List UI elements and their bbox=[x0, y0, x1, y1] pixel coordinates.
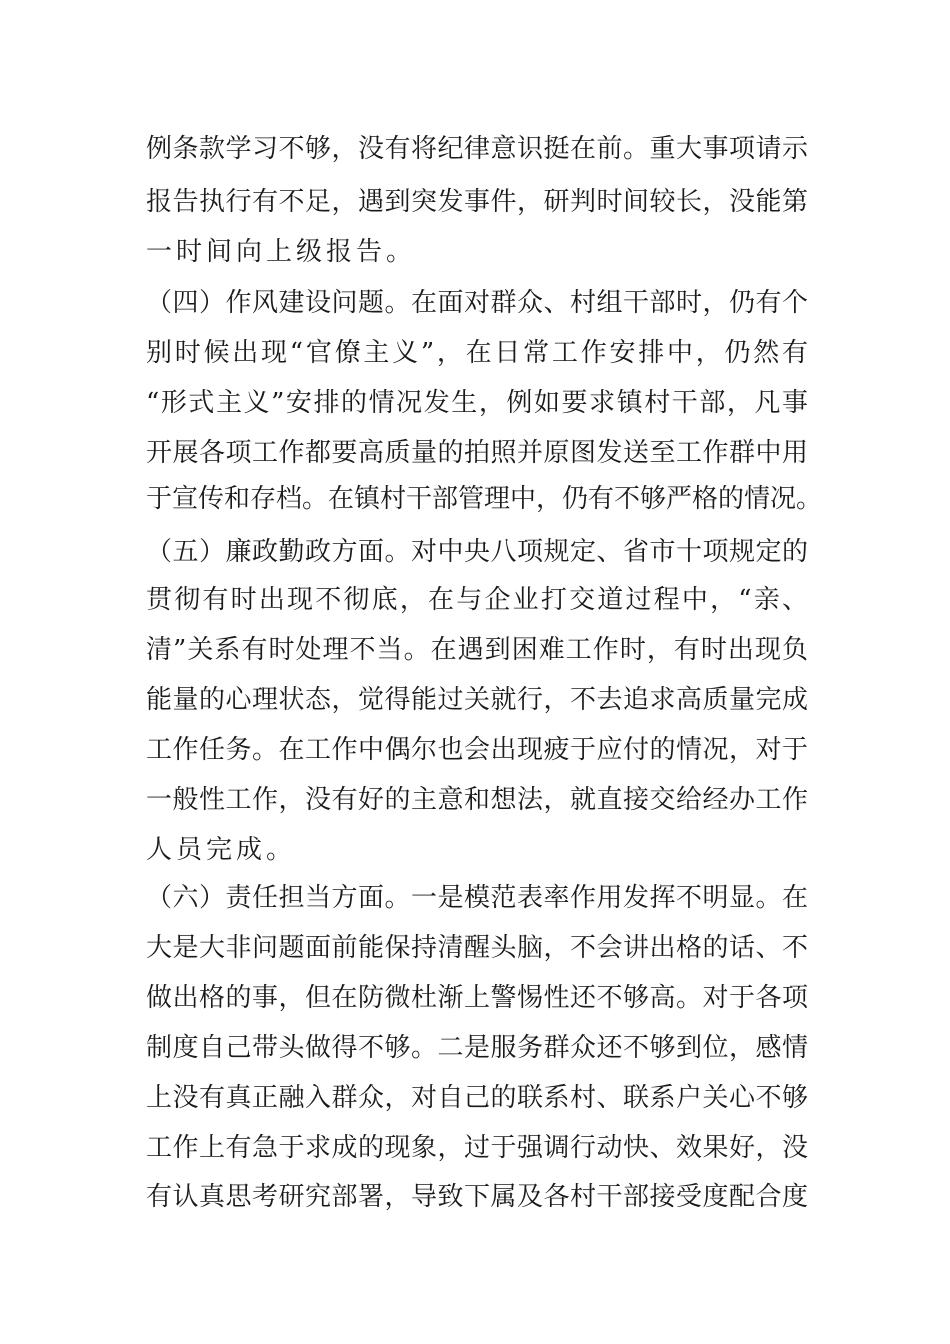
text-line-2: 报告执行有不足，遇到突发事件，研判时间较长，没能第 bbox=[146, 187, 808, 217]
text-line-7: 开展各项工作都要高质量的拍照并原图发送至工作群中用 bbox=[146, 438, 808, 468]
text-line-6: “形式主义”安排的情况发生，例如要求镇村干部，凡事 bbox=[146, 388, 808, 418]
text-line-4: （四）作风建设问题。在面对群众、村组干部时，仍有个 bbox=[146, 288, 808, 318]
text-line-20: 上没有真正融入群众，对自己的联系村、联系户关心不够 bbox=[146, 1083, 808, 1113]
text-line-15: 人员完成。 bbox=[146, 835, 297, 865]
text-line-8: 于宣传和存档。在镇村干部管理中，仍有不够严格的情况。 bbox=[146, 484, 823, 514]
text-line-3: 一时间向上级报告。 bbox=[146, 237, 417, 267]
text-line-10: 贯彻有时出现不彻底，在与企业打交道过程中，“亲、 bbox=[146, 585, 808, 615]
text-line-9: （五）廉政勤政方面。对中央八项规定、省市十项规定的 bbox=[146, 537, 808, 567]
text-line-22: 有认真思考研究部署，导致下属及各村干部接受度配合度 bbox=[146, 1182, 808, 1212]
text-line-14: 一般性工作，没有好的主意和想法，就直接交给经办工作 bbox=[146, 785, 808, 815]
text-line-18: 做出格的事，但在防微杜渐上警惕性还不够高。对于各项 bbox=[146, 983, 808, 1013]
text-line-1: 例条款学习不够，没有将纪律意识挺在前。重大事项请示 bbox=[146, 134, 808, 164]
text-line-16: （六）责任担当方面。一是模范表率作用发挥不明显。在 bbox=[146, 883, 808, 913]
text-line-5: 别时候出现“官僚主义”，在日常工作安排中，仍然有 bbox=[146, 338, 808, 368]
text-line-12: 能量的心理状态，觉得能过关就行，不去追求高质量完成 bbox=[146, 685, 808, 715]
text-line-19: 制度自己带头做得不够。二是服务群众还不够到位，感情 bbox=[146, 1033, 808, 1063]
text-line-21: 工作上有急于求成的现象，过于强调行动快、效果好，没 bbox=[146, 1133, 808, 1163]
text-line-11: 清”关系有时处理不当。在遇到困难工作时，有时出现负 bbox=[146, 635, 808, 665]
text-line-13: 工作任务。在工作中偶尔也会出现疲于应付的情况，对于 bbox=[146, 735, 808, 765]
text-line-17: 大是大非问题面前能保持清醒头脑，不会讲出格的话、不 bbox=[146, 933, 808, 963]
